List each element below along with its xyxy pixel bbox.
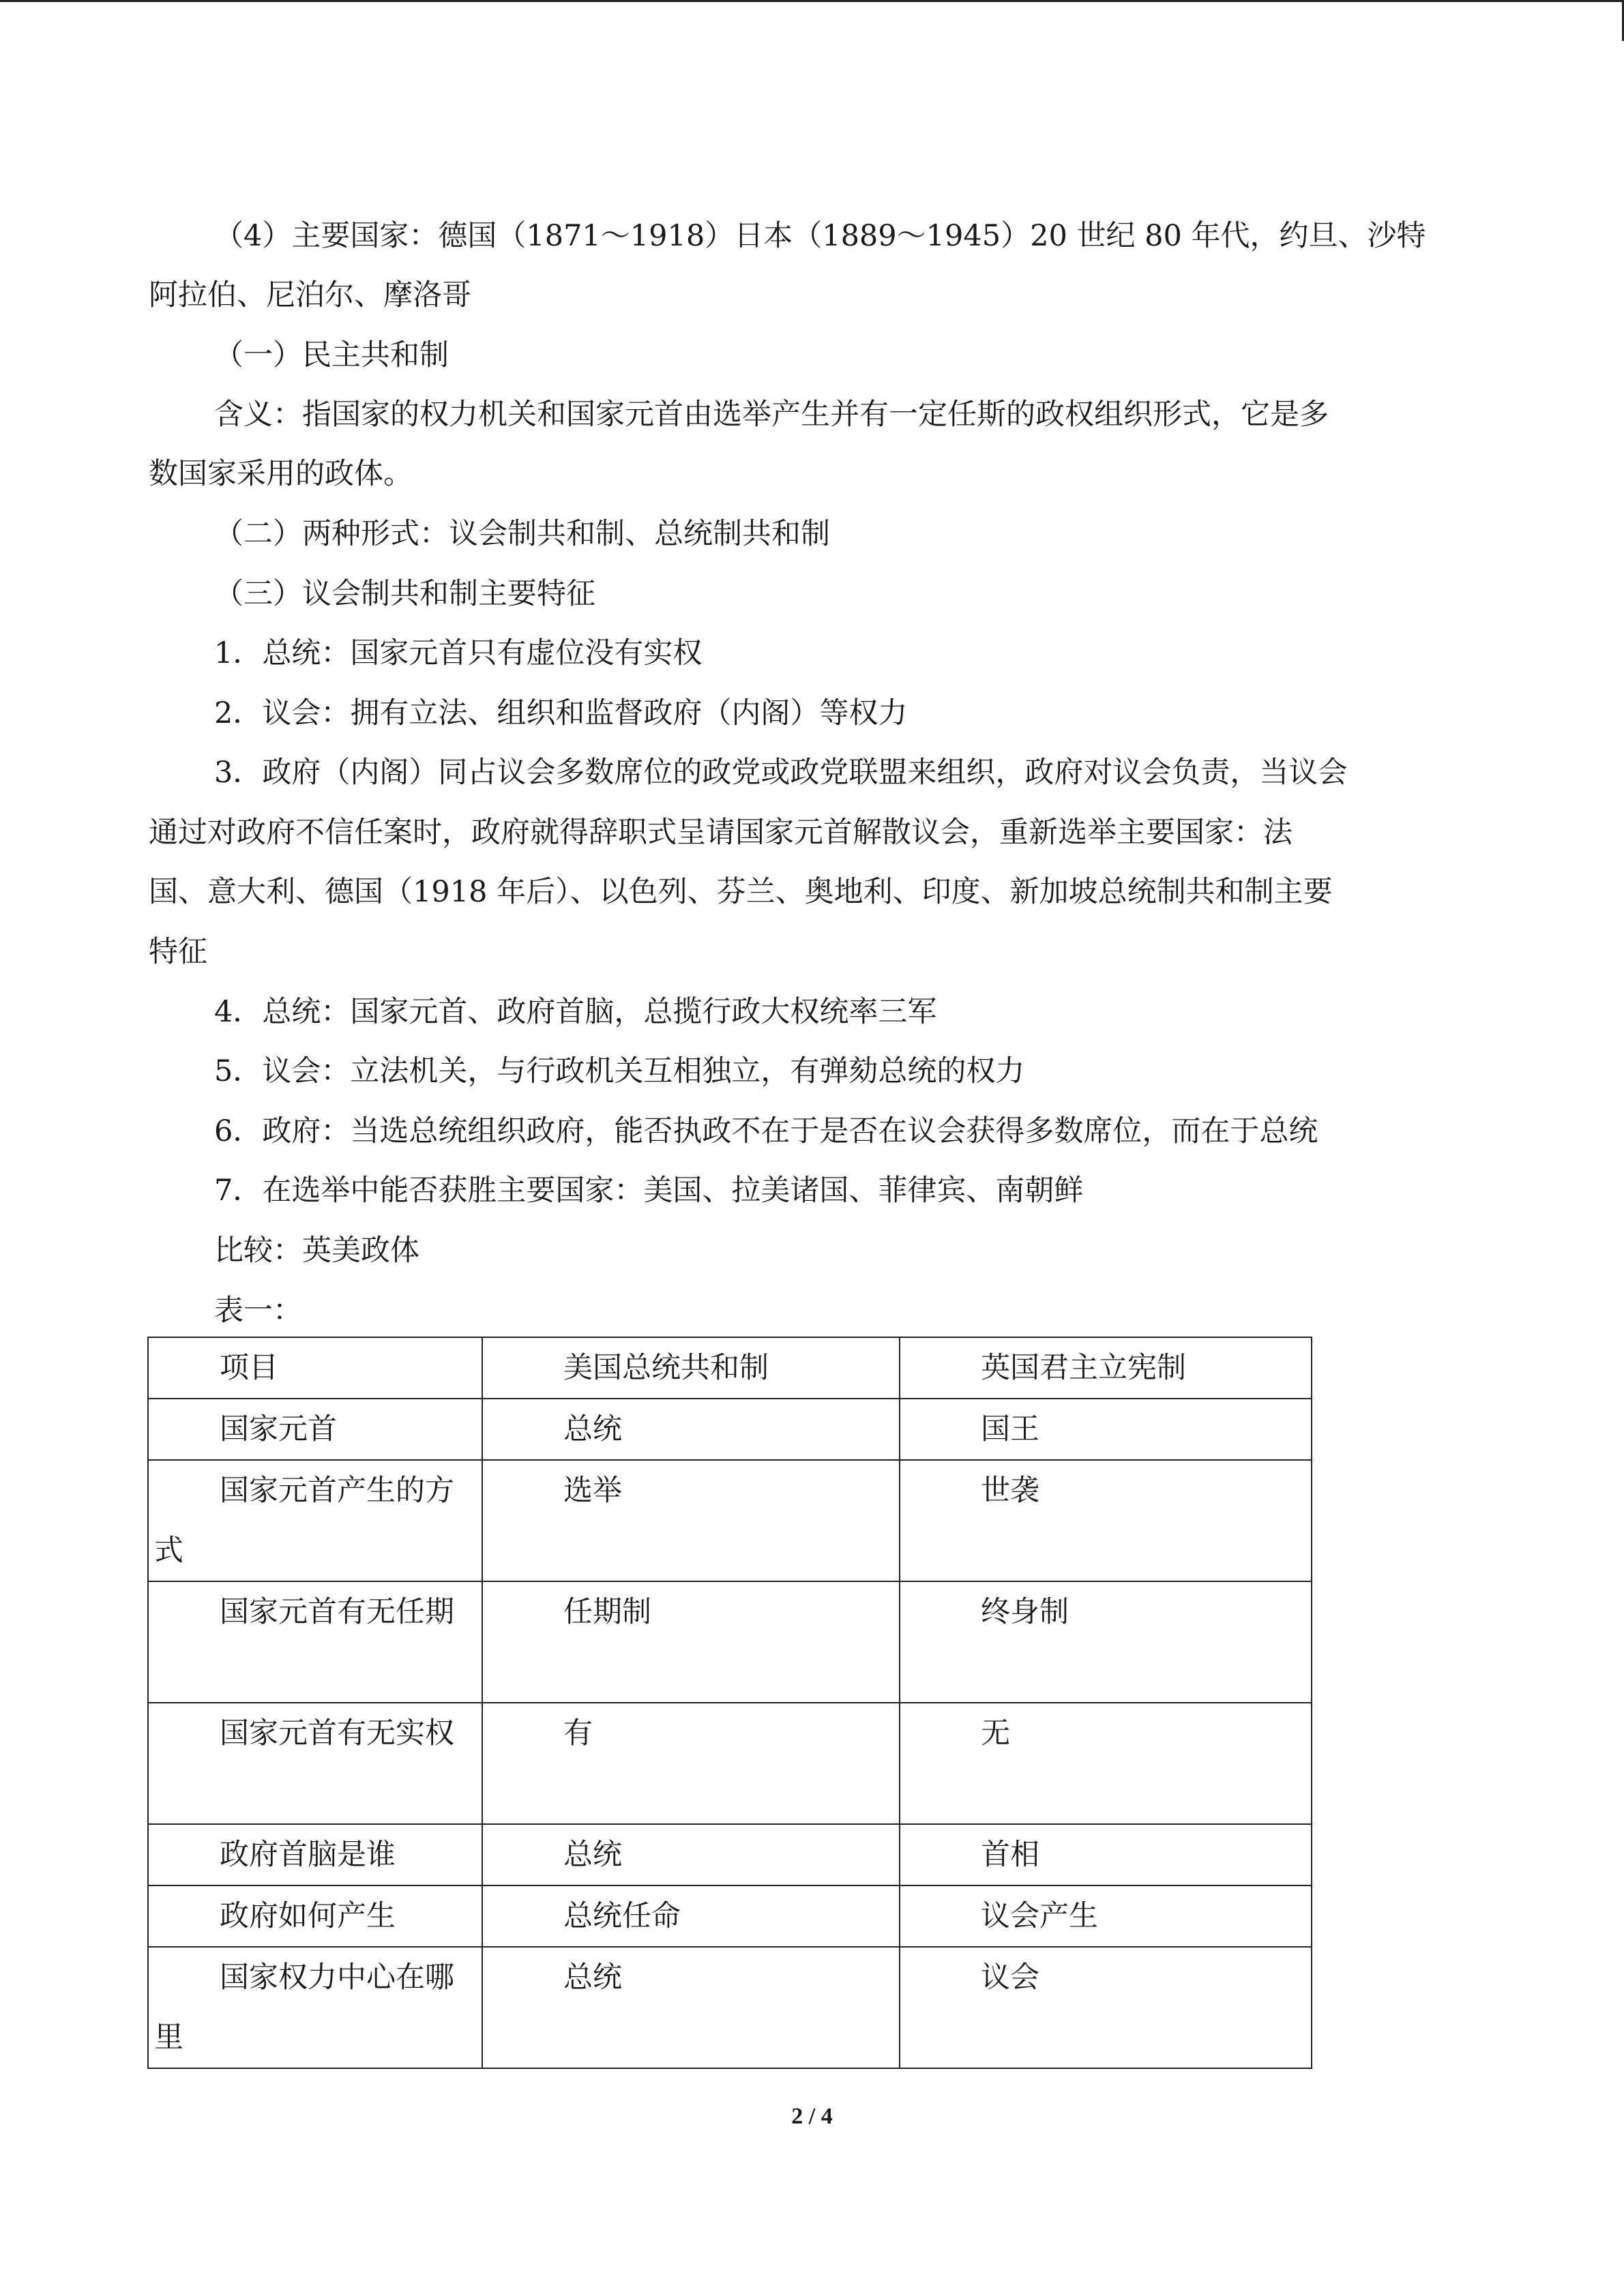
- list-item-1: 1．总统：国家元首只有虚位没有实权: [214, 636, 703, 670]
- table-header-cell: 英国君主立宪制: [900, 1337, 1312, 1399]
- table-header-cell: 美国总统共和制: [482, 1337, 900, 1399]
- heading-democratic-republic: （一）民主共和制: [214, 338, 449, 372]
- table-header-row: [148, 1337, 1312, 1399]
- list-item-3-line3: 国、意大利、德国（1918 年后）、以色列、芬兰、奥地利、印度、新加坡总统制共和制主要: [149, 875, 1333, 909]
- table-cell: 议会: [900, 1947, 1312, 2068]
- table-row: [148, 1947, 1312, 2068]
- table-row: [148, 1824, 1312, 1885]
- table-row-label: 国家元首: [148, 1399, 482, 1460]
- table-cell: 总统任命: [482, 1885, 900, 1947]
- list-item-3-line4: 特征: [149, 935, 207, 969]
- list-item-3-line2: 通过对政府不信任案时，政府就得辞职式呈请国家元首解散议会，重新选举主要国家：法: [149, 816, 1293, 850]
- table-row-label: 国家元首有无实权: [148, 1703, 482, 1824]
- list-item-5: 5．议会：立法机关，与行政机关互相独立，有弹劾总统的权力: [214, 1054, 1025, 1088]
- table-cell: 有: [482, 1703, 900, 1824]
- table-cell: 无: [900, 1703, 1312, 1824]
- table-row-label: 国家权力中心在哪里: [148, 1947, 482, 2068]
- table-row: [148, 1399, 1312, 1460]
- table-row-label: 政府首脑是谁: [148, 1824, 482, 1885]
- table-cell: 首相: [900, 1824, 1312, 1885]
- heading-parliamentary-features: （三）议会制共和制主要特征: [214, 577, 595, 611]
- paragraph-definition: 含义：指国家的权力机关和国家元首由选举产生并有一定任斯的政权组织形式，它是多: [214, 398, 1329, 432]
- list-item-3: 3．政府（内阁）同占议会多数席位的政党或政党联盟来组织，政府对议会负责，当议会: [214, 756, 1348, 790]
- list-item-2: 2．议会：拥有立法、组织和监督政府（内阁）等权力: [214, 696, 908, 730]
- list-item-4: 4．总统：国家元首、政府首脑，总揽行政大权统率三军: [214, 995, 937, 1029]
- table-cell: 总统: [482, 1399, 900, 1460]
- table-cell: 总统: [482, 1824, 900, 1885]
- page-number: 2 / 4: [791, 2104, 833, 2129]
- table-header-cell: 项目: [148, 1337, 482, 1399]
- paragraph-main-countries-cont: 阿拉伯、尼泊尔、摩洛哥: [149, 278, 471, 312]
- page-border-top: [0, 0, 1624, 2]
- table-row: [148, 1885, 1312, 1947]
- list-item-7: 7．在选举中能否获胜主要国家：美国、拉美诸国、菲律宾、南朝鲜: [214, 1174, 1084, 1208]
- table-cell: 议会产生: [900, 1885, 1312, 1947]
- comparison-table: [147, 1337, 1312, 2069]
- table-row: [148, 1703, 1312, 1824]
- table-cell: 任期制: [482, 1581, 900, 1703]
- paragraph-definition-cont: 数国家采用的政体。: [149, 457, 413, 491]
- table-row-label: 国家元首有无任期: [148, 1581, 482, 1703]
- table-caption: 表一：: [214, 1294, 302, 1328]
- list-item-6: 6．政府：当选总统组织政府，能否执政不在于是否在议会获得多数席位，而在于总统: [214, 1114, 1318, 1148]
- table-row: [148, 1581, 1312, 1703]
- table-cell: 国王: [900, 1399, 1312, 1460]
- table-cell: 选举: [482, 1460, 900, 1581]
- table-row-label: 政府如何产生: [148, 1885, 482, 1947]
- comparison-heading: 比较：英美政体: [214, 1234, 419, 1268]
- heading-two-forms: （二）两种形式：议会制共和制、总统制共和制: [214, 517, 830, 551]
- table-cell: 终身制: [900, 1581, 1312, 1703]
- table-row: [148, 1460, 1312, 1581]
- table-row-label: 国家元首产生的方式: [148, 1460, 482, 1581]
- table-cell: 世袭: [900, 1460, 1312, 1581]
- paragraph-main-countries: （4）主要国家：德国（1871～1918）日本（1889～1945）20 世纪 80 年代，约旦、沙特: [214, 219, 1426, 253]
- table-cell: 总统: [482, 1947, 900, 2068]
